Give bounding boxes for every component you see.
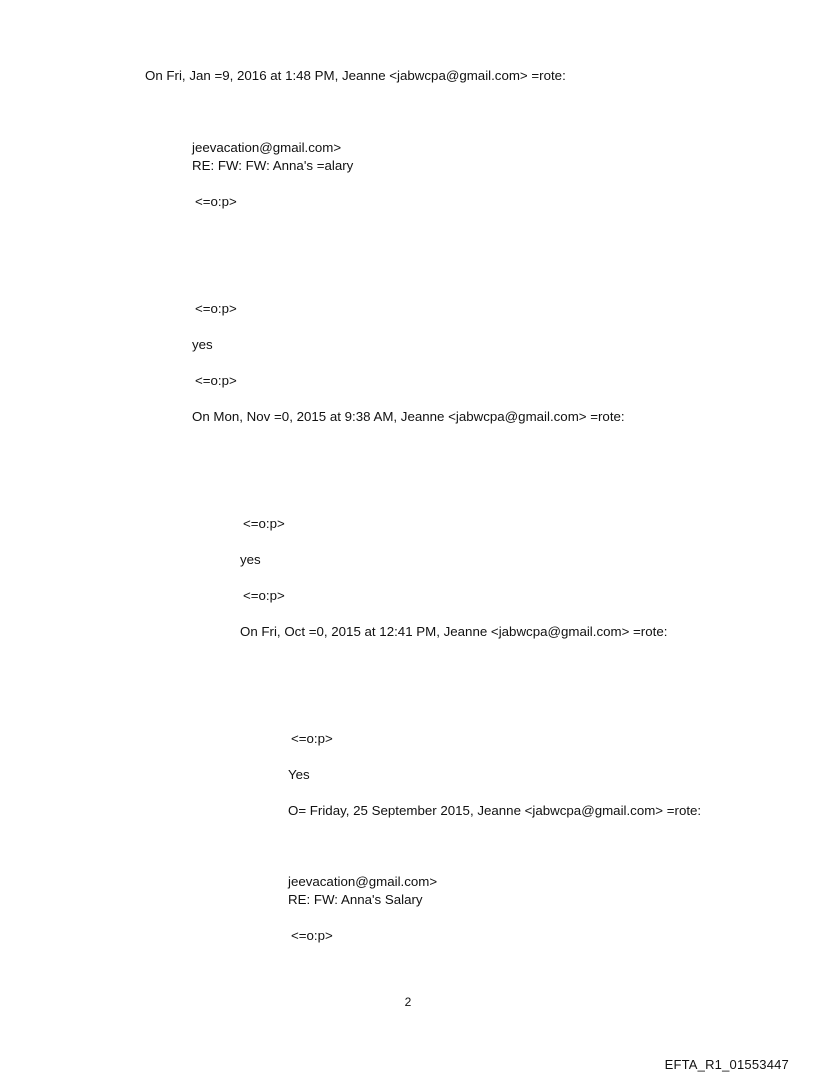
placeholder-tag: <=o:p>	[291, 928, 333, 943]
placeholder-tag: <=o:p>	[243, 516, 285, 531]
email-header-oct: On Fri, Oct =0, 2015 at 12:41 PM, Jeanne <jabwcpa@gmail.com> =rote:	[240, 624, 668, 639]
page-number: 2	[404, 995, 412, 1009]
placeholder-tag: <=o:p>	[195, 373, 237, 388]
document-id: EFTA_R1_01553447	[664, 1057, 789, 1072]
recipient-line: jeevacation@gmail.com>	[288, 874, 438, 889]
reply-text: yes	[192, 337, 213, 352]
email-header-jan: On Fri, Jan =9, 2016 at 1:48 PM, Jeanne <jabwcpa@gmail.com> =rote:	[145, 68, 566, 83]
subject-line: RE: FW: FW: Anna's =alary	[192, 158, 354, 173]
placeholder-tag: <=o:p>	[291, 731, 333, 746]
email-header-nov: On Mon, Nov =0, 2015 at 9:38 AM, Jeanne <jabwcpa@gmail.com> =rote:	[192, 409, 625, 424]
placeholder-tag: <=o:p>	[243, 588, 285, 603]
reply-text: yes	[240, 552, 261, 567]
reply-text: Yes	[288, 767, 310, 782]
placeholder-tag: <=o:p>	[195, 301, 237, 316]
subject-line: RE: FW: Anna's Salary	[288, 892, 423, 907]
recipient-line: jeevacation@gmail.com>	[192, 140, 342, 155]
email-header-sep: O= Friday, 25 September 2015, Jeanne <jabwcpa@gmail.com> =rote:	[288, 803, 702, 818]
placeholder-tag: <=o:p>	[195, 194, 237, 209]
